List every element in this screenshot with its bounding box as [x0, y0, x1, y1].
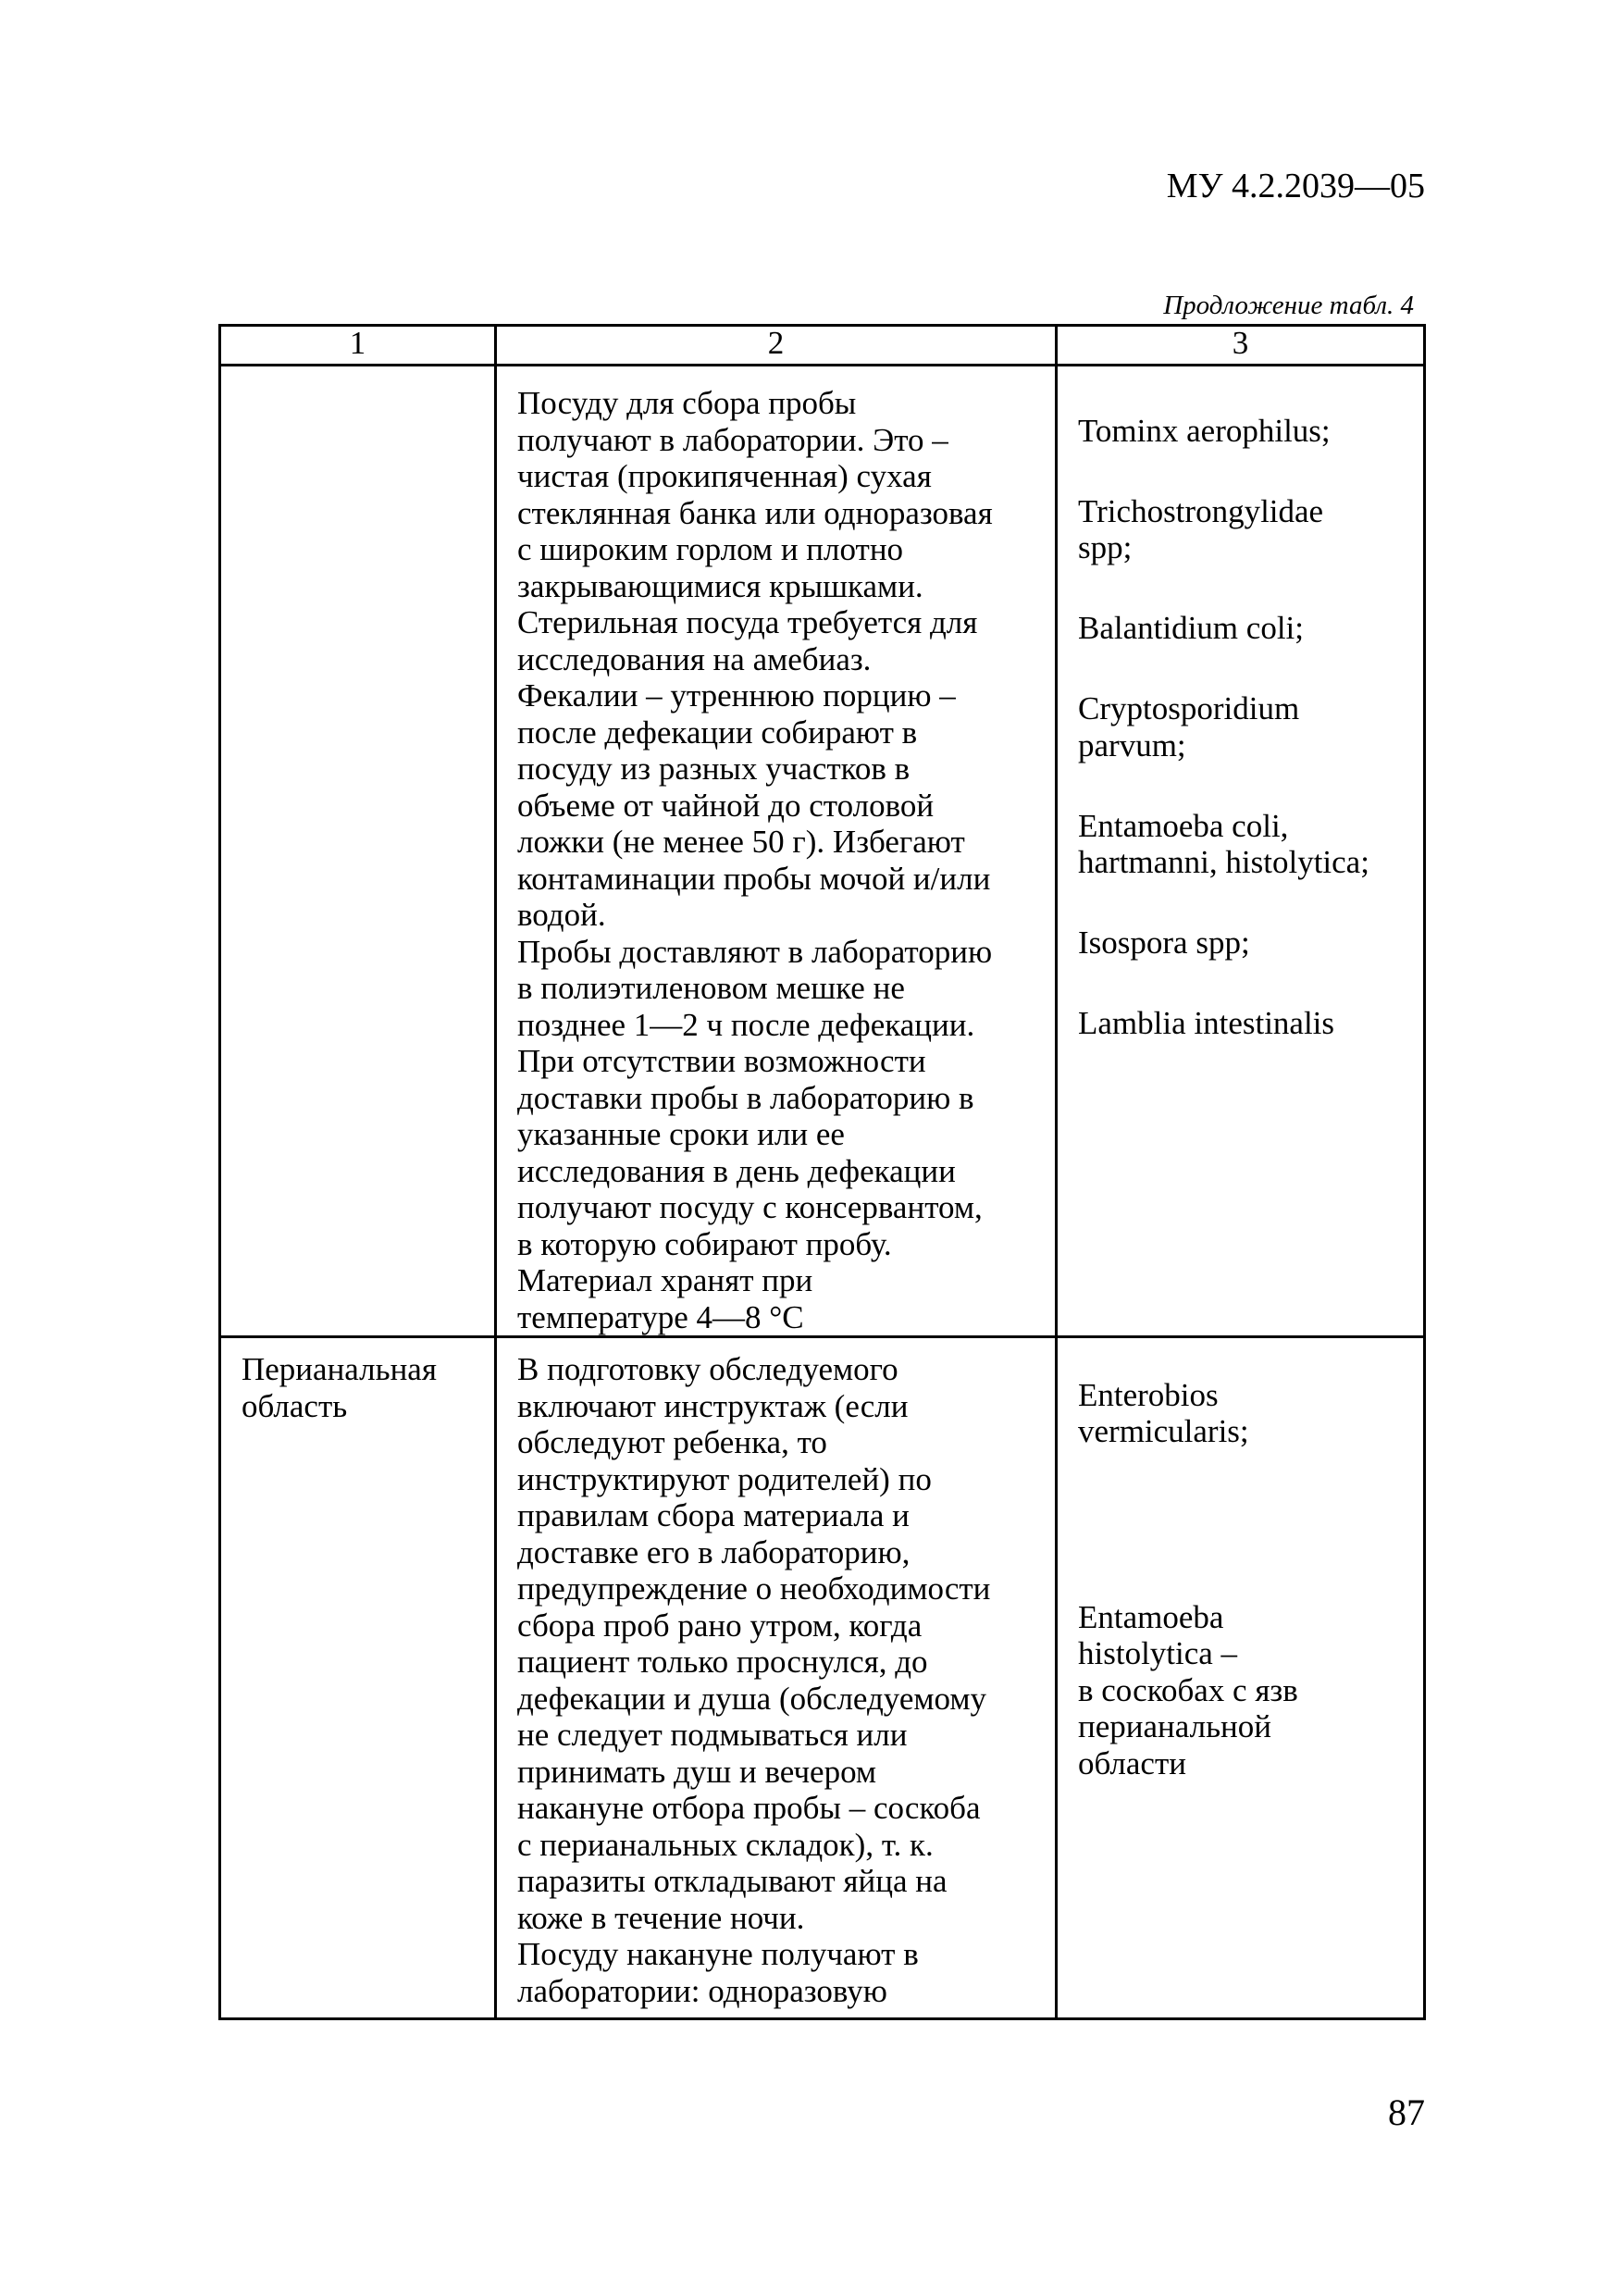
organism-item: Entamoeba coli, hartmanni, histolytica;: [1078, 807, 1369, 880]
column-header-3: 3: [1057, 326, 1425, 366]
column-header-1: 1: [220, 326, 496, 366]
organism-item: Isospora spp;: [1078, 925, 1250, 961]
organism-item: Balantidium coli;: [1078, 610, 1304, 646]
instructions-cell: [496, 1337, 1057, 2019]
organism-item: Trichostrongylidae spp;: [1078, 492, 1324, 565]
organism-item: Cryptosporidium parvum;: [1078, 690, 1300, 763]
material-cell: [220, 1337, 496, 2019]
parasite-sampling-table: [218, 324, 1426, 2020]
organisms-cell: [1057, 366, 1425, 1337]
document-code: МУ 4.2.2039—05: [1166, 167, 1425, 205]
material-cell: [220, 366, 496, 1337]
instructions-cell: [496, 366, 1057, 1337]
instructions-text: В подготовку обследуемого включают инструктаж (если обследуют ребенка, то инструктируют родителей) по правилам сбора материала и доставке его в лабораторию, предупреждение о необходимости сбора проб рано утром, когда пациент только проснулся, до дефекации и душа (обследуемому не следует подмываться или принимать душ и вечером накануне отбора пробы – соскоба с перианальных складок), т. к. паразиты откладывают яйца на коже в течение ночи. Посуду накануне получают в лаборатории: одноразовую: [517, 1351, 991, 2009]
page-number: 87: [1388, 2091, 1425, 2133]
table-row: [220, 1337, 1425, 2019]
organisms-list: [1058, 366, 1423, 1086]
material-text: Перианальная область: [242, 1351, 437, 1424]
table-header-row: [220, 326, 1425, 366]
organisms-cell: [1057, 1337, 1425, 2019]
table-row: [220, 366, 1425, 1337]
organisms-list: [1058, 1338, 1423, 1818]
column-header-2: 2: [496, 326, 1057, 366]
table-continuation-label: Продложение табл. 4: [1163, 291, 1414, 320]
organism-item: Enterobios vermicularis;: [1078, 1376, 1249, 1449]
organism-item: Tominx aerophilus;: [1078, 412, 1331, 449]
instructions-text: Посуду для сбора пробы получают в лаборатории. Это – чистая (прокипяченная) сухая стеклянная банка или одноразовая с широким горлом и плотно закрывающимися крышками. Стерильная посуда требуется для исследования на амебиаз. Фекалии – утреннюю порцию – после дефекации собирают в посуду из разных участков в объеме от чайной до столовой ложки (не менее 50 г). Избегают контаминации пробы мочой и/или водой. Пробы доставляют в лабораторию в полиэтиленовом мешке не позднее 1—2 ч после дефекации. При отсутствии возможности доставки пробы в лабораторию в указанные сроки или ее исследования в день дефекации получают посуду с консервантом, в которую собирают пробу. Материал хранят при температуре 4—8 °С: [517, 385, 993, 1335]
organism-item: Entamoeba histolytica – в соскобах с язв перианальной области: [1078, 1598, 1298, 1781]
organism-item: Lamblia intestinalis: [1078, 1005, 1335, 1041]
spacer: [1078, 1486, 1414, 1562]
